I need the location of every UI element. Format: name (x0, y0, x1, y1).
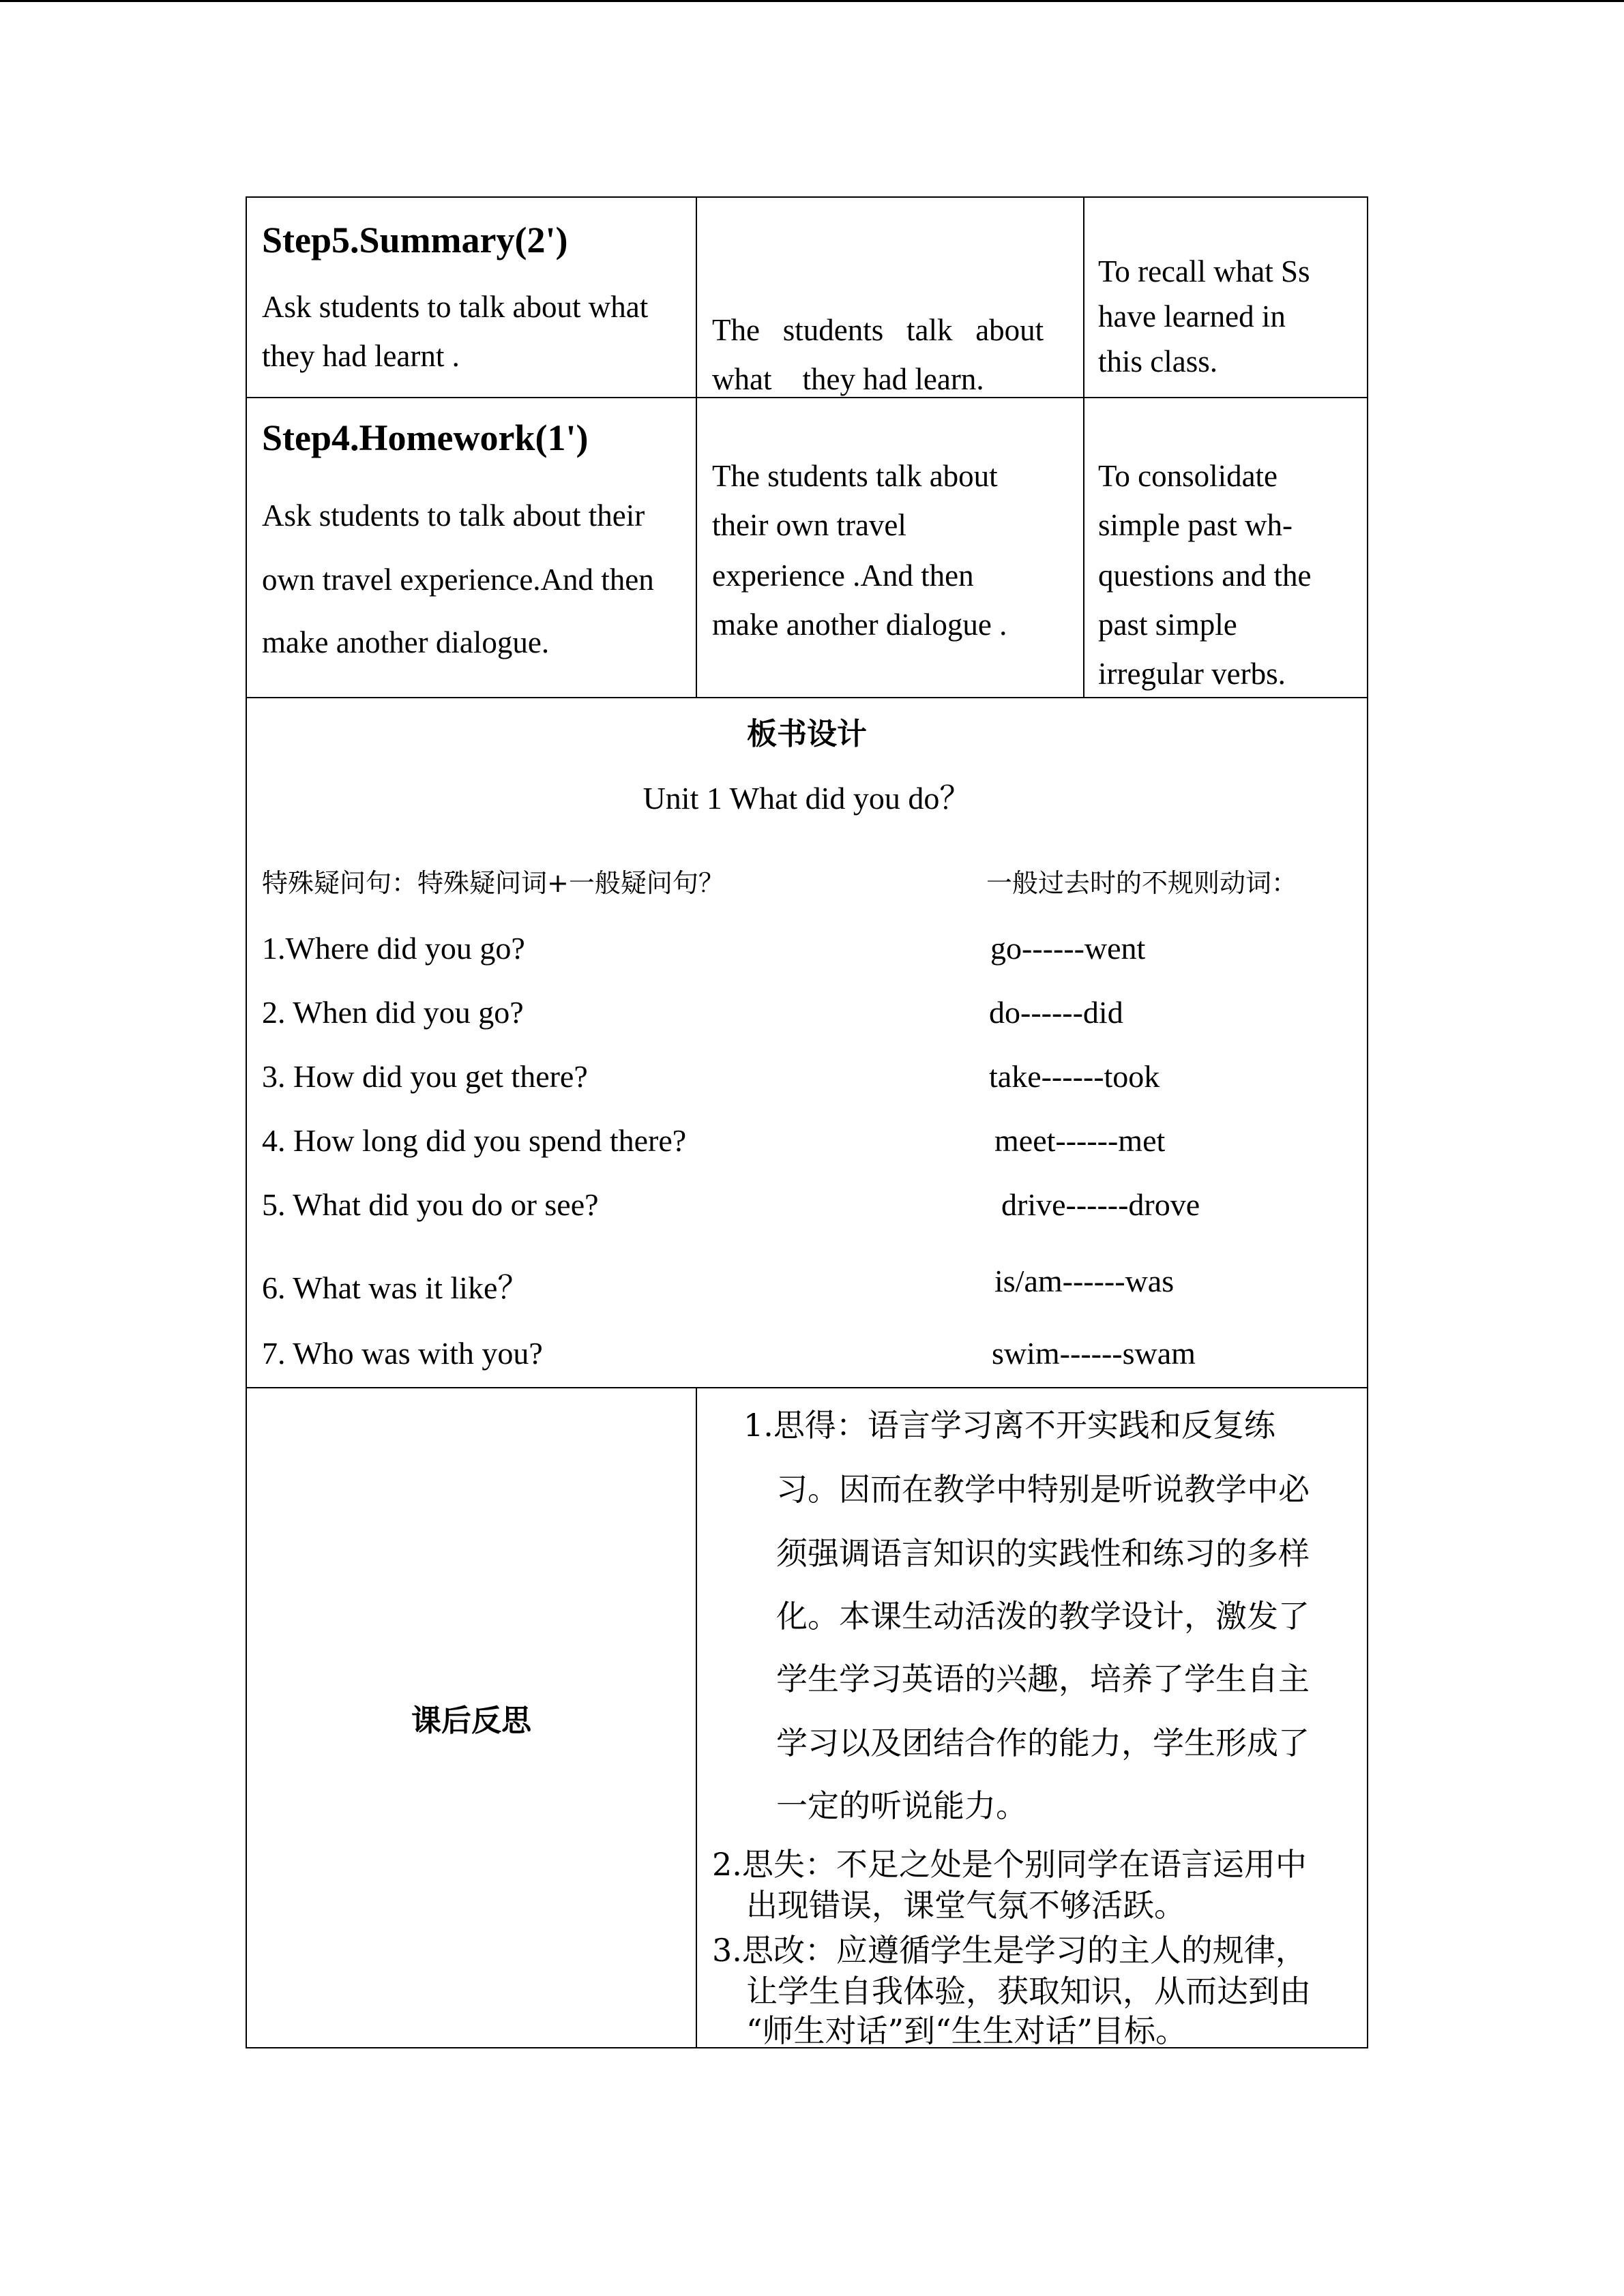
question-5: 5. What did you do or see? (262, 1187, 599, 1222)
board-row-4 (262, 1122, 1352, 1163)
step5-student-line-2: what they had learn. (712, 362, 984, 396)
step4-student-line-2: their own travel (712, 508, 906, 542)
reflection-2-line-1: 2.思失：不足之处是个别同学在语言运用中 (712, 1846, 1307, 1883)
step5-student-cell (696, 197, 1084, 398)
step4-student-line-1: The students talk about (712, 459, 998, 493)
board-design-row (246, 698, 1368, 1388)
verb-3: take------took (989, 1059, 1160, 1094)
verb-5: drive------drove (1001, 1187, 1200, 1222)
step5-purpose-cell (1084, 197, 1368, 398)
step4-student-line-3: experience .And then (712, 558, 974, 593)
step4-teacher-line-3: make another dialogue. (262, 625, 550, 659)
reflection-1-line-4: 化。本课生动活泼的教学设计，激发了 (776, 1598, 1310, 1635)
reflection-1-line-6: 学习以及团结合作的能力，学生形成了 (776, 1725, 1310, 1761)
board-row-7 (262, 1335, 1352, 1376)
reflection-content-cell (696, 1388, 1368, 2048)
question-1: 1.Where did you go? (262, 931, 525, 966)
board-row-1 (262, 930, 1352, 971)
step4-purpose-line-1: To consolidate (1098, 459, 1278, 493)
verb-6: is/am------was (994, 1264, 1175, 1298)
reflection-3-line-2: 让学生自我体验，获取知识，从而达到由 (746, 1973, 1311, 2010)
board-design-cell (246, 698, 1368, 1388)
step5-teacher-line-2: they had learnt . (262, 339, 460, 373)
board-row-5 (262, 1187, 1352, 1227)
reflection-1-line-7: 一定的听说能力。 (776, 1787, 1027, 1824)
step4-teacher-cell (246, 398, 696, 698)
board-heading: 板书设计 (747, 717, 867, 751)
step4-purpose-line-5: irregular verbs. (1098, 657, 1286, 691)
reflection-1-line-1: 1.思得：语言学习离不开实践和反复练 (743, 1407, 1275, 1444)
verb-7: swim------swam (992, 1336, 1196, 1371)
step4-student-cell (696, 398, 1084, 698)
step4-purpose-cell (1084, 398, 1368, 698)
question-7: 7. Who was with you? (262, 1336, 543, 1371)
reflection-label-cell (246, 1388, 696, 2048)
verb-2: do------did (989, 995, 1123, 1030)
step4-title: Step4.Homework(1') (262, 417, 589, 458)
verb-1: go------went (990, 931, 1146, 966)
board-row-3 (262, 1058, 1352, 1099)
step5-purpose-line-3: this class. (1098, 344, 1217, 378)
step4-teacher-line-1: Ask students to talk about their (262, 498, 645, 533)
question-3: 3. How did you get there? (262, 1059, 588, 1094)
reflection-1-line-5: 学生学习英语的兴趣，培养了学生自主 (776, 1660, 1310, 1697)
reflection-3-line-1: 3.思改：应遵循学生是学习的主人的规律， (712, 1932, 1307, 1969)
board-row-6 (262, 1263, 1352, 1304)
reflection-2-line-2: 出现错误，课堂气氛不够活跃。 (746, 1887, 1185, 1924)
reflection-label: 课后反思 (411, 1703, 531, 1738)
step4-purpose-line-3: questions and the (1098, 558, 1312, 593)
step5-row (246, 197, 1368, 398)
step4-purpose-line-4: past simple (1098, 608, 1237, 642)
step5-teacher-cell (246, 197, 696, 398)
reflection-1-line-2: 习。因而在教学中特别是听说教学中必 (776, 1471, 1310, 1508)
step5-purpose-line-2: have learned in (1098, 299, 1286, 333)
step5-purpose-line-1: To recall what Ss (1098, 254, 1310, 288)
reflection-3-line-3: “师生对话”到“生生对话”目标。 (746, 2012, 1187, 2049)
step5-student-line-1: The students talk about (712, 313, 1044, 347)
step4-row (246, 398, 1368, 698)
board-subtitle: Unit 1 What did you do？ (643, 781, 971, 816)
step5-title: Step5.Summary(2') (262, 220, 568, 260)
question-2: 2. When did you go? (262, 995, 524, 1030)
step4-teacher-line-2: own travel experience.And then (262, 563, 654, 597)
page-top-border (0, 0, 1624, 2)
reflection-row (246, 1388, 1368, 2048)
board-row-2 (262, 994, 1352, 1035)
lesson-plan-table (246, 196, 1368, 2048)
step4-purpose-line-2: simple past wh- (1098, 508, 1293, 542)
verb-4: meet------met (994, 1123, 1166, 1158)
reflection-1-line-3: 须强调语言知识的实践性和练习的多样 (776, 1535, 1310, 1572)
step4-student-line-4: make another dialogue . (712, 608, 1007, 642)
irregular-verb-header: 一般过去时的不规则动词： (986, 868, 1298, 898)
wh-question-header: 特殊疑问句：特殊疑问词+一般疑问句？ (262, 868, 724, 898)
step5-teacher-line-1: Ask students to talk about what (262, 290, 649, 324)
question-6: 6. What was it like？ (262, 1270, 529, 1305)
question-4: 4. How long did you spend there? (262, 1123, 687, 1158)
